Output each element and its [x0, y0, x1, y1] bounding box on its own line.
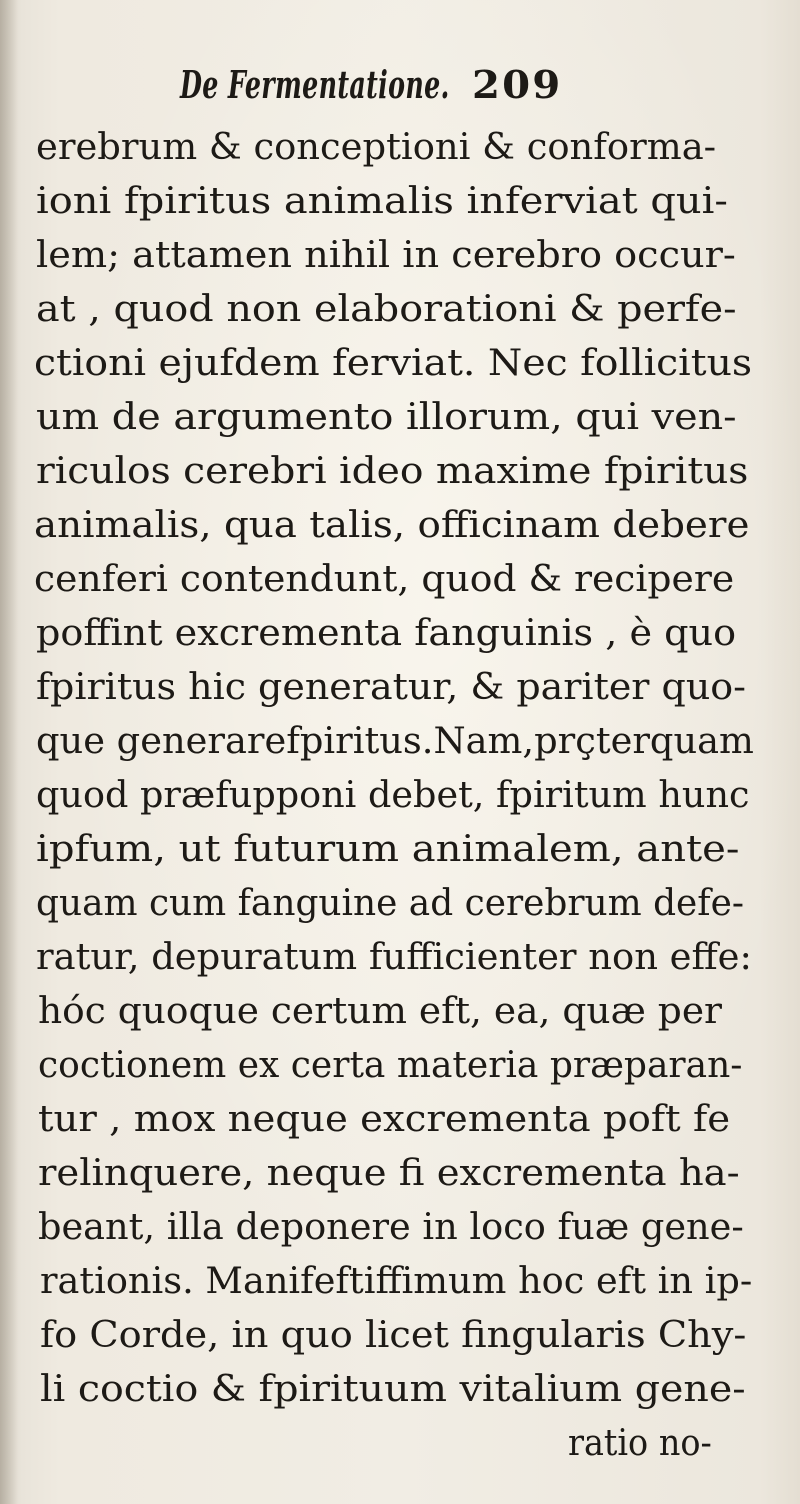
text-line: riculos cerebri ideo maxime fpiritus	[36, 451, 749, 492]
text-line: beant, illa deponere in loco fuæ gene-	[38, 1207, 744, 1248]
text-line: cenferi contendunt, quod & recipere	[34, 559, 735, 600]
text-line: quod præfupponi debet, fpiritum hunc	[36, 775, 750, 816]
text-line: hóc quoque certum eft, ea, quæ per	[38, 991, 722, 1032]
text-line: que generarefpiritus.Nam,prçterquam	[36, 721, 754, 762]
text-line: um de argumento illorum, qui ven-	[36, 397, 737, 438]
text-line: lem; attamen nihil in cerebro occur-	[36, 235, 736, 276]
text-line: quam cum fanguine ad cerebrum defe-	[36, 883, 744, 924]
text-line: at , quod non elaborationi & perfe-	[36, 289, 737, 330]
page-number: 209	[472, 62, 563, 107]
text-line: animalis, qua talis, officinam debere	[34, 505, 750, 546]
text-line: relinquere, neque fi excrementa ha-	[38, 1153, 740, 1194]
running-title: De Fermentatione.	[180, 62, 450, 107]
text-line: ipfum, ut futurum animalem, ante-	[36, 829, 740, 870]
text-line: poffint excrementa fanguinis , è quo	[36, 613, 737, 654]
text-line: ctioni ejufdem ferviat. Nec follicitus	[34, 343, 753, 384]
text-line: fo Corde, in quo licet fingularis Chy-	[40, 1315, 747, 1356]
text-line: ratur, depuratum fufficienter non effe:	[36, 937, 752, 978]
text-line: rationis. Manifeftiffimum hoc eft in ip-	[40, 1261, 753, 1302]
catchword: ratio no-	[568, 1423, 712, 1464]
text-line: tur , mox neque excrementa poft fe	[38, 1099, 731, 1140]
text-line: li coctio & fpirituum vitalium gene-	[40, 1369, 746, 1410]
text-line: ioni fpiritus animalis inferviat qui-	[36, 181, 728, 222]
text-line: fpiritus hic generatur, & pariter quo-	[36, 667, 747, 708]
text-line: erebrum & conceptioni & conforma-	[36, 127, 717, 168]
text-line: coctionem ex certa materia præparan-	[38, 1045, 743, 1086]
